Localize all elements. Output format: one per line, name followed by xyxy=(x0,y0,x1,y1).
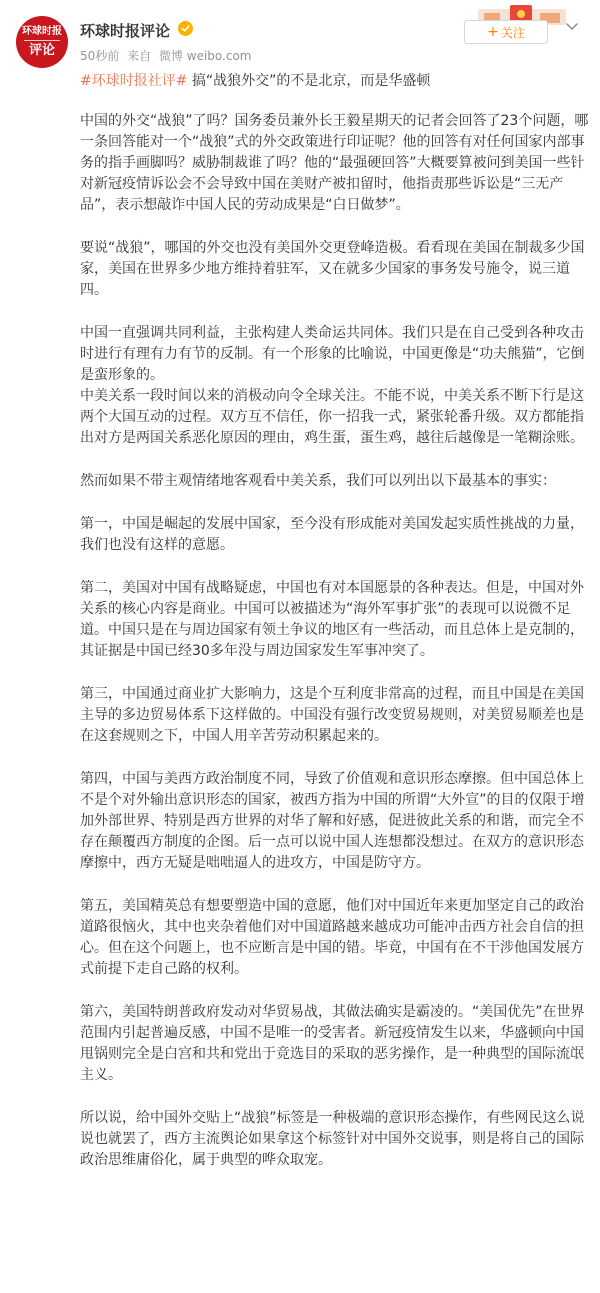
verified-icon xyxy=(178,21,193,36)
avatar-logo-bottom: 评论 xyxy=(28,43,55,58)
post-headline xyxy=(80,70,430,90)
follow-label: 关注 xyxy=(500,25,525,40)
avatar[interactable] xyxy=(16,16,68,68)
paragraph-2: 要说“战狼”，哪国的外交也没有美国外交更登峰造极。看看现在美国在制裁多少国家，美国在世界多少地方维持着驻军，又在就多少国家的事务发号施令，说三道四。 xyxy=(80,240,585,298)
post-meta xyxy=(80,47,252,64)
follow-button[interactable] xyxy=(464,20,548,44)
paragraph-11: 第六，美国特朗普政府发动对华贸易战，其做法确实是霸凌的。“美国优先”在世界范围内引起普遍反感，中国不是唯一的受害者。新冠疫情发生以来，华盛顿向中国甩锅则完全是白宫和共和党出于竞选目的采取的恶劣操作，是一种典型的国际流氓主义。 xyxy=(80,1004,585,1083)
post-time[interactable]: 50秒前 xyxy=(80,49,120,63)
post-content xyxy=(80,111,590,1193)
paragraph-3: 中国一直强调共同利益，主张构建人类命运共同体。我们只是在自己受到各种攻击时进行有理有力有节的反制。有一个形象的比喻说，中国更像是“功夫熊猫”，它倒是蛮形象的。 xyxy=(80,325,585,383)
post-title: 搞“战狼外交”的不是北京，而是华盛顿 xyxy=(187,73,431,89)
avatar-logo-top: 环球时报 xyxy=(22,26,62,37)
topic-link[interactable]: #环球时报社评# xyxy=(80,73,188,89)
avatar-logo-divider xyxy=(24,40,60,41)
paragraph-10: 第五，美国精英总有想要塑造中国的意愿，他们对中国近年来更加坚定自己的政治道路很恼火，其中也夹杂着他们对中国道路越来越成功可能冲击西方社会自信的担心。但在这个问题上，也不应断言是中国的错。毕竟，中国有在不干涉他国发展方式前提下走自己路的权利。 xyxy=(80,898,584,977)
paragraph-7: 第二，美国对中国有战略疑虑，中国也有对本国愿景的各种表达。但是，中国对外关系的核心内容是商业。中国可以被描述为“海外军事扩张”的表现可以说微不足道。中国只是在与周边国家有领土争议的地区有一些活动，而且总体上是克制的，其证据是中国已经30多年没与周边国家发生军事冲突了。 xyxy=(80,580,584,659)
post-source[interactable]: 微博 weibo.com xyxy=(158,49,252,63)
paragraph-5: 然而如果不带主观情绪地客观看中美关系，我们可以列出以下最基本的事实： xyxy=(80,473,556,489)
paragraph-8: 第三，中国通过商业扩大影响力，这是个互利度非常高的过程，而且中国是在美国主导的多边贸易体系下这样做的。中国没有强行改变贸易规则，对美贸易顺差也是在这套规则之下，中国人用辛苦劳动积累起来的。 xyxy=(80,686,584,744)
paragraph-1: 中国的外交“战狼”了吗？国务委员兼外长王毅星期天的记者会回答了23个问题，哪一条回答能对一个“战狼”式的外交政策进行印证呢？他的回答有对任何国家内部事务的指手画脚吗？威胁制裁谁了吗？他的“最强硬回答”大概要算被问到美国一些针对新冠疫情诉讼会不会导致中国在美财产被扣留时，他指责那些诉讼是“三无产品”，表示想敲诈中国人民的劳动成果是“白日做梦”。 xyxy=(80,113,589,213)
plus-icon: + xyxy=(487,24,499,40)
account-name[interactable]: 环球时报评论 xyxy=(80,22,171,40)
paragraph-9: 第四，中国与美西方政治制度不同，导致了价值观和意识形态摩擦。但中国总体上不是个对外输出意识形态的国家，被西方指为中国的所谓“大外宣”的目的仅限于增加外部世界、特别是西方世界的对华了解和好感，促进彼此关系的和谐，而完全不存在颠覆西方制度的企图。后一点可以说中国人连想都没想过。在双方的意识形态摩擦中，西方无疑是咄咄逼人的进攻方，中国是防守方。 xyxy=(80,771,585,871)
paragraph-6: 第一，中国是崛起的发展中国家，至今没有形成能对美国发起实质性挑战的力量，我们也没有这样的意愿。 xyxy=(80,516,584,553)
paragraph-4: 中美关系一段时间以来的消极动向令全球关注。不能不说，中美关系不断下行是这两个大国互动的过程。双方互不信任，你一招我一式，紧张轮番升级。双方都能指出对方是两国关系恶化原因的理由，鸡生蛋，蛋生鸡，越往后越像是一笔糊涂账。 xyxy=(80,388,584,446)
from-label: 来自 xyxy=(127,49,152,63)
paragraph-12: 所以说，给中国外交贴上“战狼”标签是一种极端的意识形态操作，有些网民这么说说也就罢了，西方主流舆论如果拿这个标签针对中国外交说事，则是将自己的国际政治思维庸俗化，属于典型的哗众取宠。 xyxy=(80,1110,585,1168)
chevron-down-icon[interactable] xyxy=(564,20,580,34)
